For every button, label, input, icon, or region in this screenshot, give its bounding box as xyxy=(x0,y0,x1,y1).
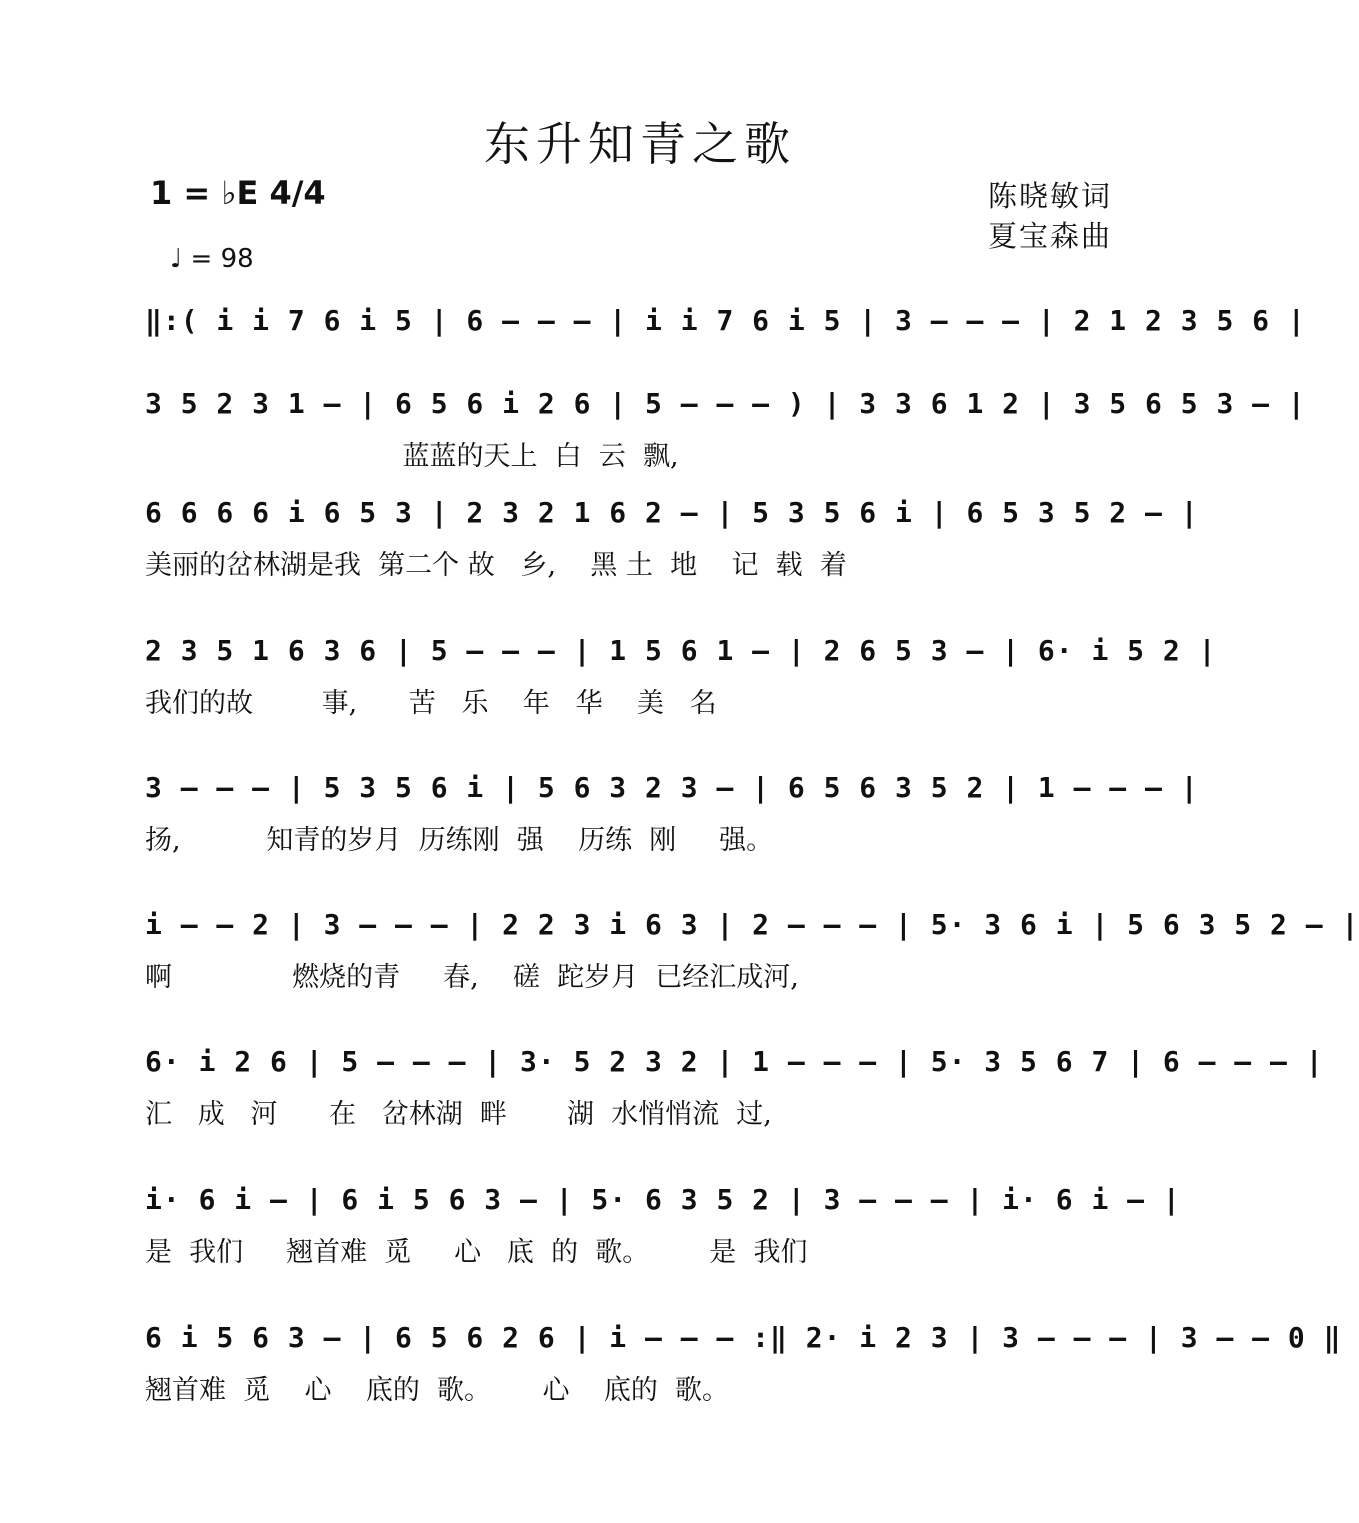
lyrics: 啊 燃烧的青 春, 磋 跎岁月 已经汇成河, xyxy=(145,962,799,993)
lyrics: 是 我们 翘首难 觅 心 底 的 歌。 是 我们 xyxy=(145,1237,808,1268)
song-title: 东升知青之歌 xyxy=(484,117,796,171)
composer: 夏宝森曲 xyxy=(988,219,1113,253)
lyrics: 翘首难 觅 心 底的 歌。 心 底的 歌。 xyxy=(145,1375,729,1406)
notation: 3 – – – | 5 3 5 6 i | 5 6 3 2 3 – | 6 5 6 3 5 2 | 1 – – – | xyxy=(145,771,1199,804)
key-signature: 1 = ♭E 4/4 xyxy=(150,174,326,212)
notation: 6 6 6 6 i 6 5 3 | 2 3 2 1 6 2 – | 5 3 5 6 i | 6 5 3 5 2 – | xyxy=(145,496,1199,529)
notation: 3 5 2 3 1 – | 6 5 6 i 2 6 | 5 – – – ) | 3 3 6 1 2 | 3 5 6 5 3 – | xyxy=(145,387,1306,420)
lyrics: 蓝蓝的天上 白 云 飘, xyxy=(145,441,679,472)
notation: 6· i 2 6 | 5 – – – | 3· 5 2 3 2 | 1 – – – | 5· 3 5 6 7 | 6 – – – | xyxy=(145,1045,1324,1078)
lyrics: 汇 成 河 在 岔林湖 畔 湖 水悄悄流 过, xyxy=(145,1099,772,1130)
notation: 6 i 5 6 3 – | 6 5 6 2 6 | i – – – :‖ 2· i 2 3 | 3 – – – | 3 – – 0 ‖ xyxy=(145,1321,1342,1354)
tempo-marking: ♩ = 98 xyxy=(170,244,254,274)
credits xyxy=(988,176,1112,256)
notation: i· 6 i – | 6 i 5 6 3 – | 5· 6 3 5 2 | 3 – – – | i· 6 i – | xyxy=(145,1183,1181,1216)
notation: i – – 2 | 3 – – – | 2 2 3 i 6 3 | 2 – – – | 5· 3 6 i | 5 6 3 5 2 – | xyxy=(145,908,1359,941)
lyrics: 扬, 知青的岁月 历练刚 强 历练 刚 强。 xyxy=(145,825,774,856)
lyrics: 美丽的岔林湖是我 第二个 故 乡, 黑 土 地 记 载 着 xyxy=(145,550,847,581)
notation: 2 3 5 1 6 3 6 | 5 – – – | 1 5 6 1 – | 2 6 5 3 – | 6· i 5 2 | xyxy=(145,634,1217,667)
notation: ‖:( i i 7 6 i 5 | 6 – – – | i i 7 6 i 5 | 3 – – – | 2 1 2 3 5 6 | xyxy=(145,304,1306,337)
lyricist: 陈晓敏词 xyxy=(988,179,1113,213)
lyrics: 我们的故 事, 苦 乐 年 华 美 名 xyxy=(145,688,717,719)
